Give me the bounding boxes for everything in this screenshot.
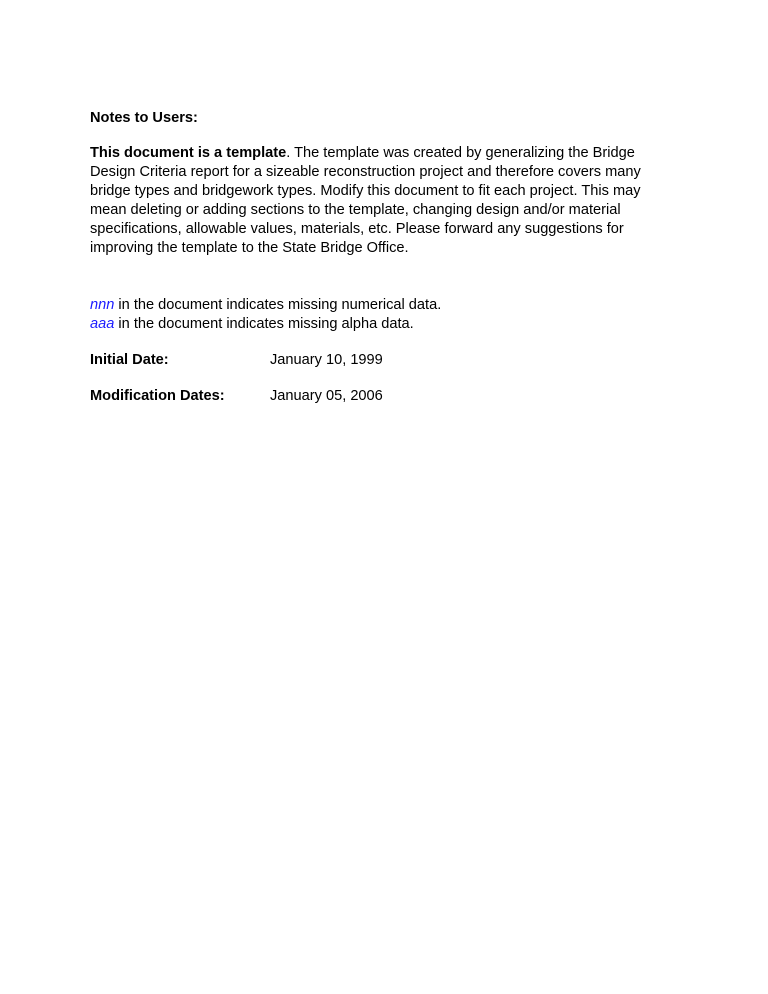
legend-text-numeric: in the document indicates missing numerical data. [114,297,442,313]
legend-code-alpha: aaa [90,316,115,332]
legend-text-alpha: in the document indicates missing alpha data. [114,316,414,332]
template-notice-emphasis: This document is a template [90,145,287,161]
placeholder-legend [90,296,690,334]
legend-item-alpha [90,315,690,334]
modification-dates-value: January 05, 2006 [270,388,383,404]
legend-item-numeric [90,296,690,315]
notes-heading: Notes to Users: [90,110,198,126]
modification-dates-row [90,387,690,406]
document-page [90,109,690,406]
template-notice-paragraph [90,144,680,258]
template-notice-body: . The template was created by generalizing the Bridge Design Criteria report for a sizeable reconstruction project and therefore covers many bridge types and bridgework types. Modify this document to fit each project. This may mean deleting or adding sections to the template, changing design and/or material specifications, allowable values, materials, etc. Please forward any suggestions for improving the template to the State Bridge Office. [90,145,641,256]
initial-date-row [90,351,690,370]
modification-dates-label: Modification Dates: [90,388,225,404]
legend-code-numeric: nnn [90,297,115,313]
initial-date-label: Initial Date: [90,352,169,368]
initial-date-value: January 10, 1999 [270,352,383,368]
